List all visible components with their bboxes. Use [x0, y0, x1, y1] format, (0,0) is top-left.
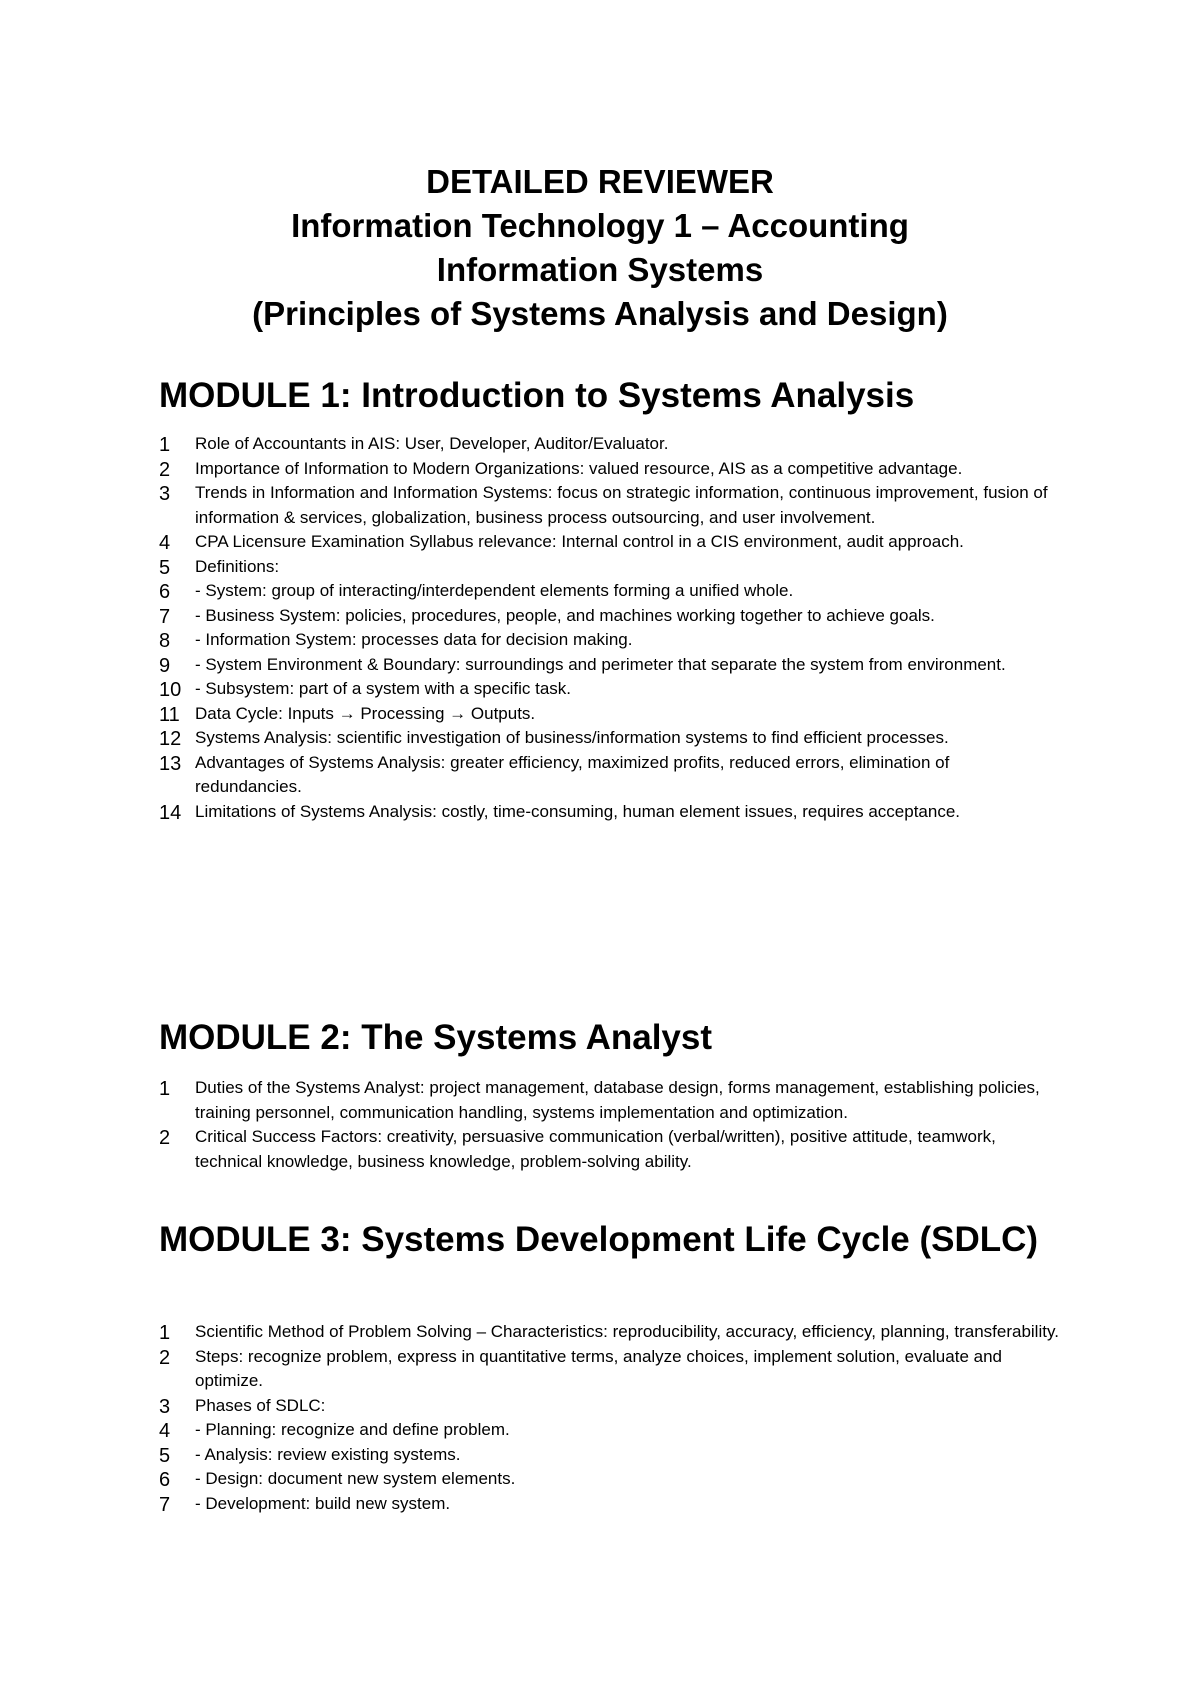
item-text: Scientific Method of Problem Solving – Characteristics: reproducibility, accuracy, efficiency, planning, transferability. — [195, 1322, 1059, 1341]
item-text: - System: group of interacting/interdependent elements forming a unified whole. — [195, 581, 794, 600]
item-number: 2 — [159, 458, 171, 481]
item-text: - Business System: policies, procedures, people, and machines working together to achieve goals. — [195, 605, 935, 625]
document-title-block — [100, 160, 1100, 336]
module-3-list — [159, 1320, 1059, 1516]
item-text: - Information System: processes data for decision making. — [195, 630, 633, 649]
item-number: 11 — [159, 703, 180, 726]
list-item — [159, 1443, 1059, 1468]
item-number: 13 — [159, 752, 182, 775]
item-number: 9 — [159, 654, 171, 677]
list-item — [159, 800, 1059, 825]
item-number: 1 — [159, 434, 171, 456]
module-1-list — [159, 432, 1059, 824]
item-number: 1 — [159, 1078, 171, 1100]
course-title-line-2: Information Systems — [436, 251, 764, 288]
course-subtitle: (Principles of Systems Analysis and Design) — [252, 295, 948, 332]
item-number: 4 — [159, 532, 171, 554]
item-text: - Planning: recognize and define problem. — [195, 1420, 510, 1439]
item-text: - Subsystem: part of a system with a specific task. — [195, 679, 572, 698]
document-title: DETAILED REVIEWER — [426, 163, 774, 200]
item-text: Critical Success Factors: creativity, persuasive communication (verbal/written), positive attitude, teamwork, technical knowledge, business knowledge, problem-solving ability. — [195, 1127, 996, 1171]
item-text: - Design: document new system elements. — [195, 1469, 516, 1488]
item-number: 1 — [159, 1322, 171, 1344]
list-item — [159, 702, 1059, 727]
list-item — [159, 1418, 1059, 1443]
item-number: 3 — [159, 1395, 171, 1418]
item-text: Duties of the Systems Analyst: project management, database design, forms management, establishing policies, training personnel, communication handling, systems implementation and optimization. — [195, 1078, 1040, 1122]
list-item — [159, 751, 1059, 800]
list-item — [159, 677, 1059, 702]
item-text: Trends in Information and Information Systems: focus on strategic information, continuous improvement, fusion of information & services, globalization, business process outsourcing, and user involvement. — [195, 483, 1048, 527]
module-1-heading: MODULE 1: Introduction to Systems Analysis — [159, 376, 915, 415]
item-text: - Development: build new system. — [195, 1493, 451, 1513]
item-text: - Analysis: review existing systems. — [195, 1444, 461, 1464]
item-number: 4 — [159, 1420, 171, 1442]
module-2-list — [159, 1076, 1059, 1174]
item-text: - System Environment & Boundary: surroundings and perimeter that separate the system from environment. — [195, 654, 1006, 674]
list-item — [159, 432, 1059, 457]
list-item — [159, 653, 1059, 678]
list-item — [159, 1394, 1059, 1419]
list-item — [159, 481, 1059, 530]
item-text: Steps: recognize problem, express in quantitative terms, analyze choices, implement solution, evaluate and optimize. — [195, 1346, 1002, 1390]
item-number: 7 — [159, 605, 171, 628]
item-text: Advantages of Systems Analysis: greater efficiency, maximized profits, reduced errors, elimination of redundancies. — [195, 752, 950, 796]
list-item — [159, 1492, 1059, 1517]
item-number: 2 — [159, 1127, 171, 1149]
list-item — [159, 1076, 1059, 1125]
item-text: Phases of SDLC: — [195, 1395, 326, 1415]
list-item — [159, 555, 1059, 580]
item-number: 7 — [159, 1493, 171, 1516]
item-number: 6 — [159, 1469, 171, 1491]
item-text: Importance of Information to Modern Organizations: valued resource, AIS as a competitive advantage. — [195, 458, 963, 478]
item-text: Data Cycle: Inputs → Processing → Outputs. — [195, 703, 536, 723]
item-text: Definitions: — [195, 556, 280, 576]
module-3-heading: MODULE 3: Systems Development Life Cycle (SDLC) — [159, 1220, 1039, 1259]
list-item — [159, 1467, 1059, 1492]
item-number: 8 — [159, 630, 171, 652]
list-item — [159, 457, 1059, 482]
item-number: 14 — [159, 801, 182, 824]
item-text: Systems Analysis: scientific investigation of business/information systems to find efficient processes. — [195, 728, 949, 747]
list-item — [159, 628, 1059, 653]
item-number: 5 — [159, 1444, 171, 1467]
item-number: 3 — [159, 483, 171, 505]
item-number: 5 — [159, 556, 171, 579]
course-title-line-1: Information Technology 1 – Accounting — [291, 207, 909, 244]
list-item — [159, 604, 1059, 629]
item-number: 2 — [159, 1346, 171, 1369]
list-item — [159, 1345, 1059, 1394]
item-number: 10 — [159, 679, 182, 701]
list-item — [159, 1125, 1059, 1174]
list-item — [159, 579, 1059, 604]
module-2-heading: MODULE 2: The Systems Analyst — [159, 1018, 713, 1057]
item-text: CPA Licensure Examination Syllabus relevance: Internal control in a CIS environment, audit approach. — [195, 532, 964, 551]
list-item — [159, 726, 1059, 751]
item-number: 12 — [159, 728, 182, 750]
item-text: Limitations of Systems Analysis: costly, time-consuming, human element issues, requires acceptance. — [195, 801, 961, 821]
item-text: Role of Accountants in AIS: User, Developer, Auditor/Evaluator. — [195, 434, 669, 453]
item-number: 6 — [159, 581, 171, 603]
list-item — [159, 1320, 1059, 1345]
list-item — [159, 530, 1059, 555]
